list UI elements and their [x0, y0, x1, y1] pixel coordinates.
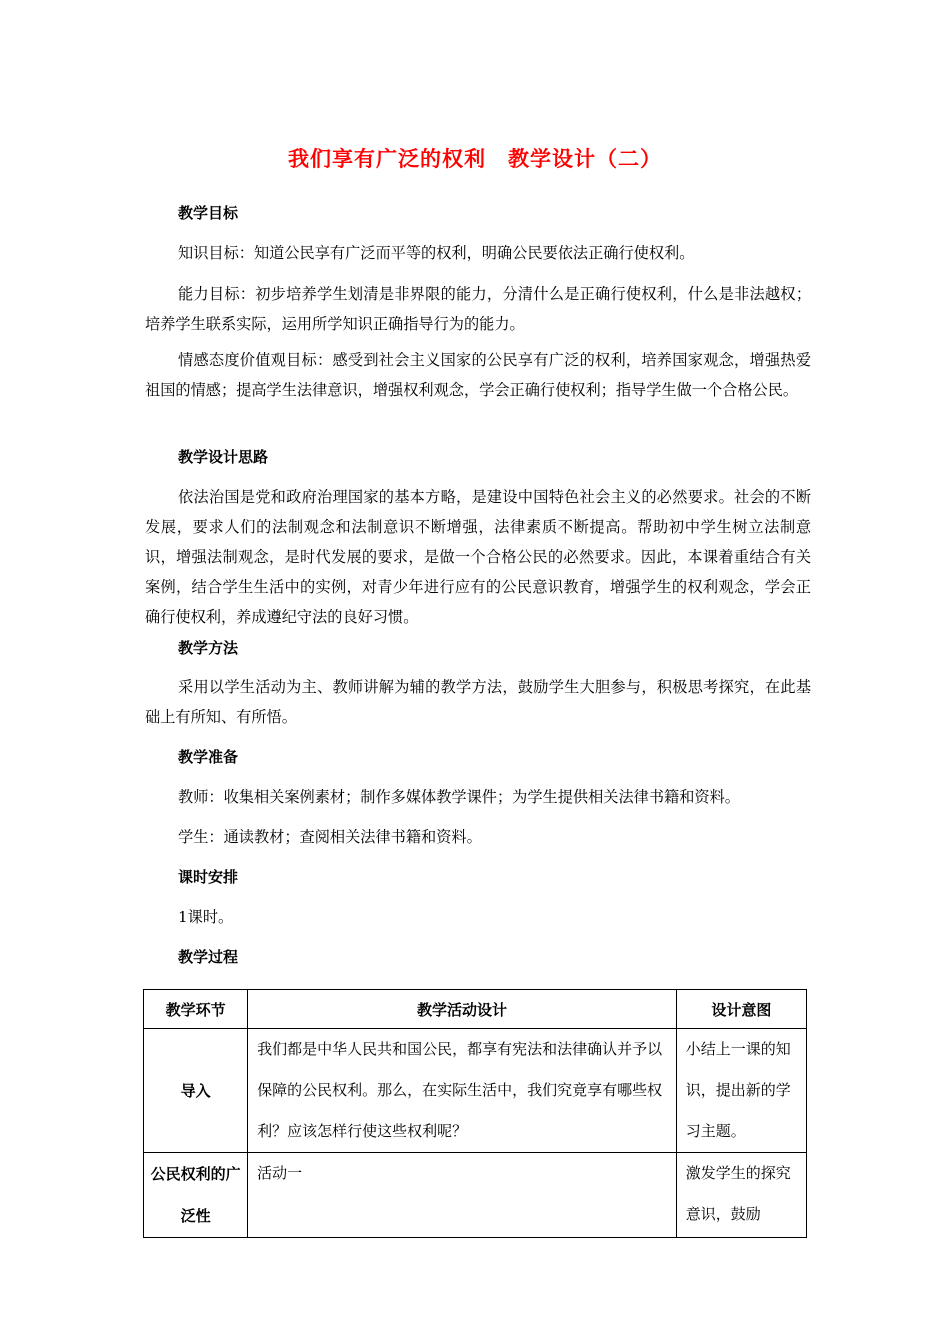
table-header-cell: 设计意图: [676, 990, 806, 1029]
table-header-row: [144, 990, 807, 1029]
document-title: 我们享有广泛的权利 教学设计（二）: [288, 147, 662, 171]
ability-goal: 能力目标：初步培养学生划清是非界限的能力，分清什么是正确行使权利，什么是非法越权；培养学生联系实际，运用所学知识正确指导行为的能力。: [145, 285, 811, 333]
intent-cell: 激发学生的探究意识，鼓励: [676, 1153, 806, 1238]
stage-cell: 导入: [144, 1029, 248, 1153]
activity-cell: 活动一: [248, 1153, 677, 1238]
section-heading-schedule: 课时安排: [178, 868, 239, 886]
schedule-text: 1课时。: [178, 908, 234, 926]
table-header-cell: 教学环节: [144, 990, 248, 1029]
teacher-preparation: 教师：收集相关案例素材；制作多媒体教学课件；为学生提供相关法律书籍和资料。: [178, 788, 740, 806]
section-heading-preparation: 教学准备: [178, 748, 239, 766]
section-heading-method: 教学方法: [178, 639, 239, 657]
student-preparation: 学生：通读教材；查阅相关法律书籍和资料。: [178, 828, 482, 846]
stage-cell: 公民权利的广泛性: [144, 1153, 248, 1238]
design-idea-text: 依法治国是党和政府治理国家的基本方略，是建设中国特色社会主义的必然要求。社会的不断发展，要求人们的法制观念和法制意识不断增强，法律素质不断提高。帮助初中学生树立法制意识，增强法制观念，是时代发展的要求，是做一个合格公民的必然要求。因此，本课着重结合有关案例，结合学生生活中的实例，对青少年进行应有的公民意识教育，增强学生的权利观念，学会正确行使权利，养成遵纪守法的良好习惯。: [145, 488, 811, 626]
method-text: 采用以学生活动为主、教师讲解为辅的教学方法，鼓励学生大胆参与，积极思考探究，在此基础上有所知、有所悟。: [145, 678, 811, 726]
knowledge-goal: 知识目标：知道公民享有广泛而平等的权利，明确公民要依法正确行使权利。: [178, 244, 695, 262]
emotion-goal: 情感态度价值观目标：感受到社会主义国家的公民享有广泛的权利，培养国家观念，增强热爱祖国的情感；提高学生法律意识，增强权利观念，学会正确行使权利；指导学生做一个合格公民。: [145, 351, 811, 399]
table-row: [144, 1153, 807, 1238]
table-row: [144, 1029, 807, 1153]
section-heading-design-idea: 教学设计思路: [178, 448, 269, 466]
section-heading-goals: 教学目标: [178, 204, 239, 222]
activity-cell: 我们都是中华人民共和国公民，都享有宪法和法律确认并予以保障的公民权利。那么，在实际生活中，我们究竟享有哪些权利？应该怎样行使这些权利呢？: [248, 1029, 677, 1153]
section-heading-process: 教学过程: [178, 948, 239, 966]
table-header-cell: 教学活动设计: [248, 990, 677, 1029]
intent-cell: 小结上一课的知识，提出新的学习主题。: [676, 1029, 806, 1153]
teaching-process-table: [143, 989, 807, 1238]
